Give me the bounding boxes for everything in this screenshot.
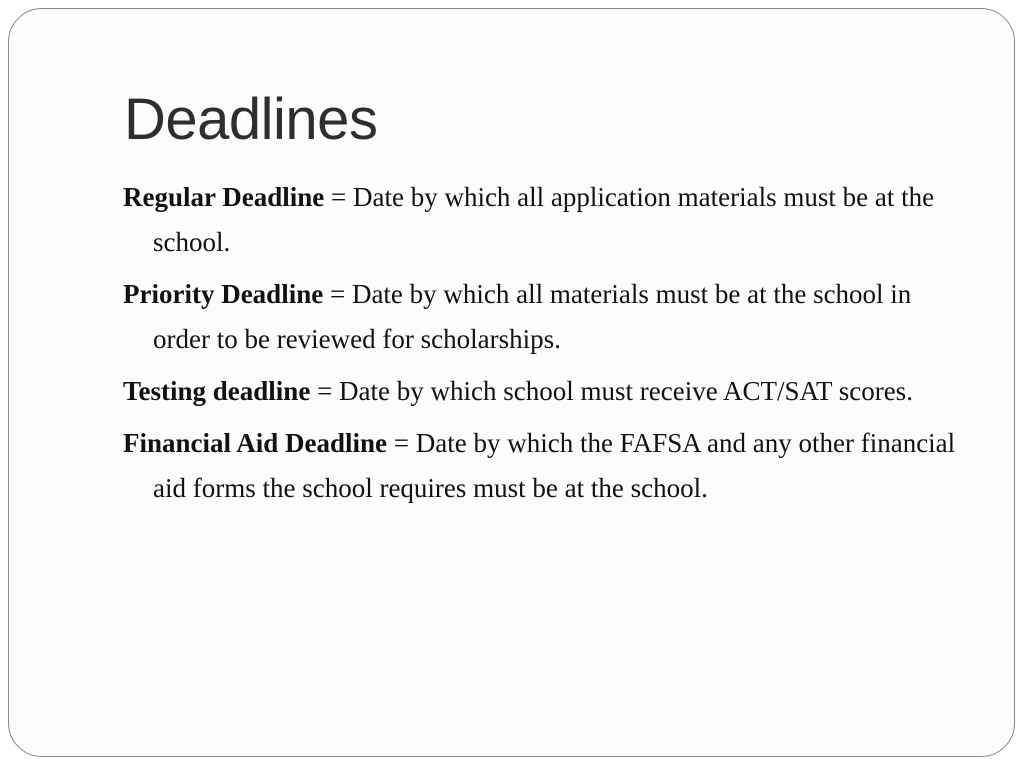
slide-title: Deadlines — [124, 87, 378, 152]
term-testing-deadline: Testing deadline — [123, 376, 311, 406]
equals-sign: = — [393, 428, 410, 458]
definition-testing-deadline: Date by which school must receive ACT/SAT scores. — [339, 376, 913, 406]
equals-sign: = — [317, 376, 333, 406]
definition-priority-deadline: Date by which all materials must be at the school in order to be reviewed for scholarships. — [153, 279, 912, 354]
term-priority-deadline: Priority Deadline — [123, 279, 324, 309]
list-item-testing-deadline — [123, 369, 968, 414]
term-financial-aid-deadline: Financial Aid Deadline — [123, 428, 388, 458]
deadline-list — [123, 175, 968, 518]
list-item-financial-aid-deadline — [123, 421, 968, 511]
definition-financial-aid-deadline: Date by which the FAFSA and any other financial aid forms the school requires must be at the school. — [153, 428, 956, 503]
equals-sign: = — [331, 182, 347, 212]
list-item-regular-deadline — [123, 175, 968, 265]
list-item-priority-deadline — [123, 272, 968, 362]
term-regular-deadline: Regular Deadline — [123, 182, 325, 212]
slide-frame — [8, 8, 1015, 757]
definition-regular-deadline: Date by which all application materials must be at the school. — [153, 182, 935, 257]
equals-sign: = — [329, 279, 346, 309]
